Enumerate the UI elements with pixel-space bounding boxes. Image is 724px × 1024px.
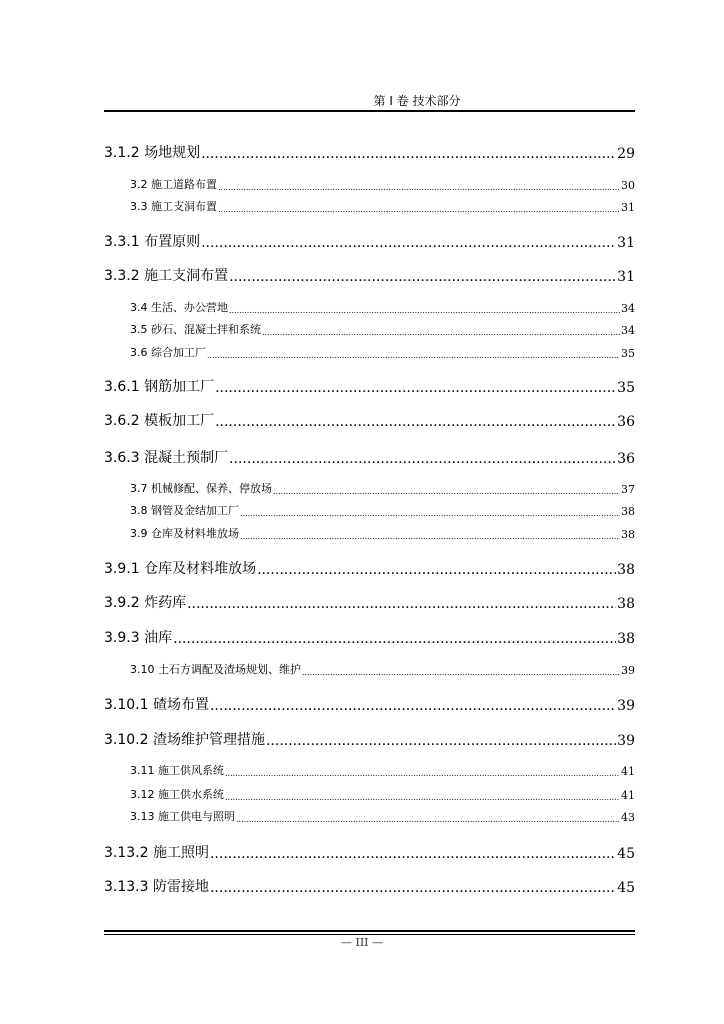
toc-entry[interactable] <box>130 504 635 518</box>
toc-entry-page: 31 <box>617 269 635 285</box>
toc-entry-page: 43 <box>621 811 635 824</box>
toc-leader-dots <box>302 668 620 677</box>
toc-entry-page: 45 <box>617 880 635 896</box>
toc-entry-page: 38 <box>617 596 635 612</box>
toc-entry[interactable] <box>130 482 635 496</box>
toc-entry[interactable] <box>104 412 635 430</box>
toc-leader-dots <box>257 562 616 578</box>
toc-entry-page: 38 <box>617 631 635 647</box>
toc-entry[interactable] <box>104 731 635 749</box>
toc-entry[interactable] <box>104 629 635 647</box>
toc-entry[interactable] <box>130 346 635 360</box>
toc-entry-label: 3.1.2 场地规划 <box>104 145 201 161</box>
toc-entry-page: 45 <box>617 846 635 862</box>
toc-leader-dots <box>215 414 616 430</box>
toc-leader-dots <box>266 733 616 749</box>
toc-entry-label: 3.13 施工供电与照明 <box>130 810 235 823</box>
toc-leader-dots <box>225 769 620 778</box>
toc-leader-dots <box>210 698 616 714</box>
toc-entry-label: 3.13.2 施工照明 <box>104 845 209 861</box>
toc-entry-page: 39 <box>617 733 635 749</box>
toc-entry-page: 35 <box>621 347 635 360</box>
toc-entry-label: 3.10.1 碴场布置 <box>104 697 209 713</box>
footer-rule-thin <box>104 934 635 935</box>
toc-entry[interactable] <box>104 144 635 162</box>
toc-entry-label: 3.12 施工供水系统 <box>130 788 224 801</box>
toc-leader-dots <box>262 328 620 337</box>
toc-entry-page: 41 <box>621 765 635 778</box>
toc-entry-page: 38 <box>617 562 635 578</box>
toc-entry-page: 29 <box>617 146 635 162</box>
toc-leader-dots <box>201 235 616 251</box>
toc-leader-dots <box>218 205 620 214</box>
toc-entry-page: 36 <box>617 414 635 430</box>
toc-entry-page: 41 <box>621 789 635 802</box>
header-title: 第 I 卷 技术部分 <box>373 94 461 108</box>
toc-leader-dots <box>207 351 620 360</box>
toc-entry-label: 3.6.3 混凝土预制厂 <box>104 450 229 466</box>
toc-entry[interactable] <box>130 663 635 677</box>
toc-entry-page: 35 <box>617 380 635 396</box>
toc-leader-dots <box>229 269 616 285</box>
toc-leader-dots <box>173 631 616 647</box>
toc-entry[interactable] <box>130 527 635 541</box>
footer-rule-thick <box>104 930 635 932</box>
toc-leader-dots <box>225 793 620 802</box>
toc-entry-label: 3.5 砂石、混凝土拌和系统 <box>130 323 261 336</box>
toc-entry[interactable] <box>130 301 635 315</box>
toc-entry-label: 3.6 综合加工厂 <box>130 346 206 359</box>
toc-entry-page: 31 <box>621 201 635 214</box>
toc-entry[interactable] <box>104 560 635 578</box>
toc-entry[interactable] <box>130 200 635 214</box>
toc-leader-dots <box>240 532 620 541</box>
toc-entry-label: 3.10 土石方调配及渣场规划、维护 <box>130 663 301 676</box>
toc-entry-page: 39 <box>617 698 635 714</box>
toc-entry-label: 3.2 施工道路布置 <box>130 178 217 191</box>
toc-entry-label: 3.7 机械修配、保养、停放场 <box>130 482 272 495</box>
toc-entry-label: 3.8 钢管及金结加工厂 <box>130 504 239 517</box>
toc-entry[interactable] <box>130 178 635 192</box>
toc-entry-page: 38 <box>621 528 635 541</box>
toc-entry-page: 36 <box>617 451 635 467</box>
toc-leader-dots <box>210 846 616 862</box>
toc-entry[interactable] <box>130 810 635 824</box>
toc-entry-page: 38 <box>621 505 635 518</box>
toc-leader-dots <box>215 380 616 396</box>
toc-leader-dots <box>210 880 616 896</box>
toc-entry-page: 34 <box>621 324 635 337</box>
toc-entry-label: 3.9.1 仓库及材料堆放场 <box>104 561 257 577</box>
toc-entry[interactable] <box>104 233 635 251</box>
toc-entry[interactable] <box>104 844 635 862</box>
toc-entry[interactable] <box>130 764 635 778</box>
toc-leader-dots <box>187 596 616 612</box>
toc-leader-dots <box>201 146 616 162</box>
toc-leader-dots <box>218 183 620 192</box>
toc-leader-dots <box>229 451 616 467</box>
toc-entry-label: 3.4 生活、办公营地 <box>130 301 228 314</box>
toc-leader-dots <box>229 306 620 315</box>
toc-entry-page: 39 <box>621 664 635 677</box>
toc-entry[interactable] <box>130 323 635 337</box>
toc-entry-label: 3.6.2 模板加工厂 <box>104 413 215 429</box>
toc-entry-label: 3.9.3 油库 <box>104 630 173 646</box>
toc-entry[interactable] <box>104 449 635 467</box>
toc-entry-page: 31 <box>617 235 635 251</box>
toc-entry[interactable] <box>104 696 635 714</box>
page-number: — III — <box>340 936 384 949</box>
toc-entry-page: 30 <box>621 179 635 192</box>
toc-leader-dots <box>240 509 620 518</box>
toc-entry-page: 34 <box>621 302 635 315</box>
toc-entry-label: 3.11 施工供风系统 <box>130 764 224 777</box>
toc-entry[interactable] <box>104 378 635 396</box>
toc-entry-label: 3.3.1 布置原则 <box>104 234 201 250</box>
toc-entry-label: 3.13.3 防雷接地 <box>104 879 209 895</box>
toc-entry-label: 3.3 施工支洞布置 <box>130 200 217 213</box>
toc-entry[interactable] <box>104 267 635 285</box>
toc-entry-label: 3.9 仓库及材料堆放场 <box>130 527 239 540</box>
toc-entry-page: 37 <box>621 483 635 496</box>
toc-leader-dots <box>273 487 620 496</box>
toc-entry[interactable] <box>104 594 635 612</box>
toc-entry[interactable] <box>130 788 635 802</box>
toc-entry-label: 3.10.2 渣场维护管理措施 <box>104 732 265 748</box>
toc-entry-label: 3.3.2 施工支洞布置 <box>104 268 229 284</box>
toc-entry[interactable] <box>104 878 635 896</box>
toc-entry-label: 3.6.1 钢筋加工厂 <box>104 379 215 395</box>
toc-leader-dots <box>236 815 620 824</box>
toc-entry-label: 3.9.2 炸药库 <box>104 595 187 611</box>
